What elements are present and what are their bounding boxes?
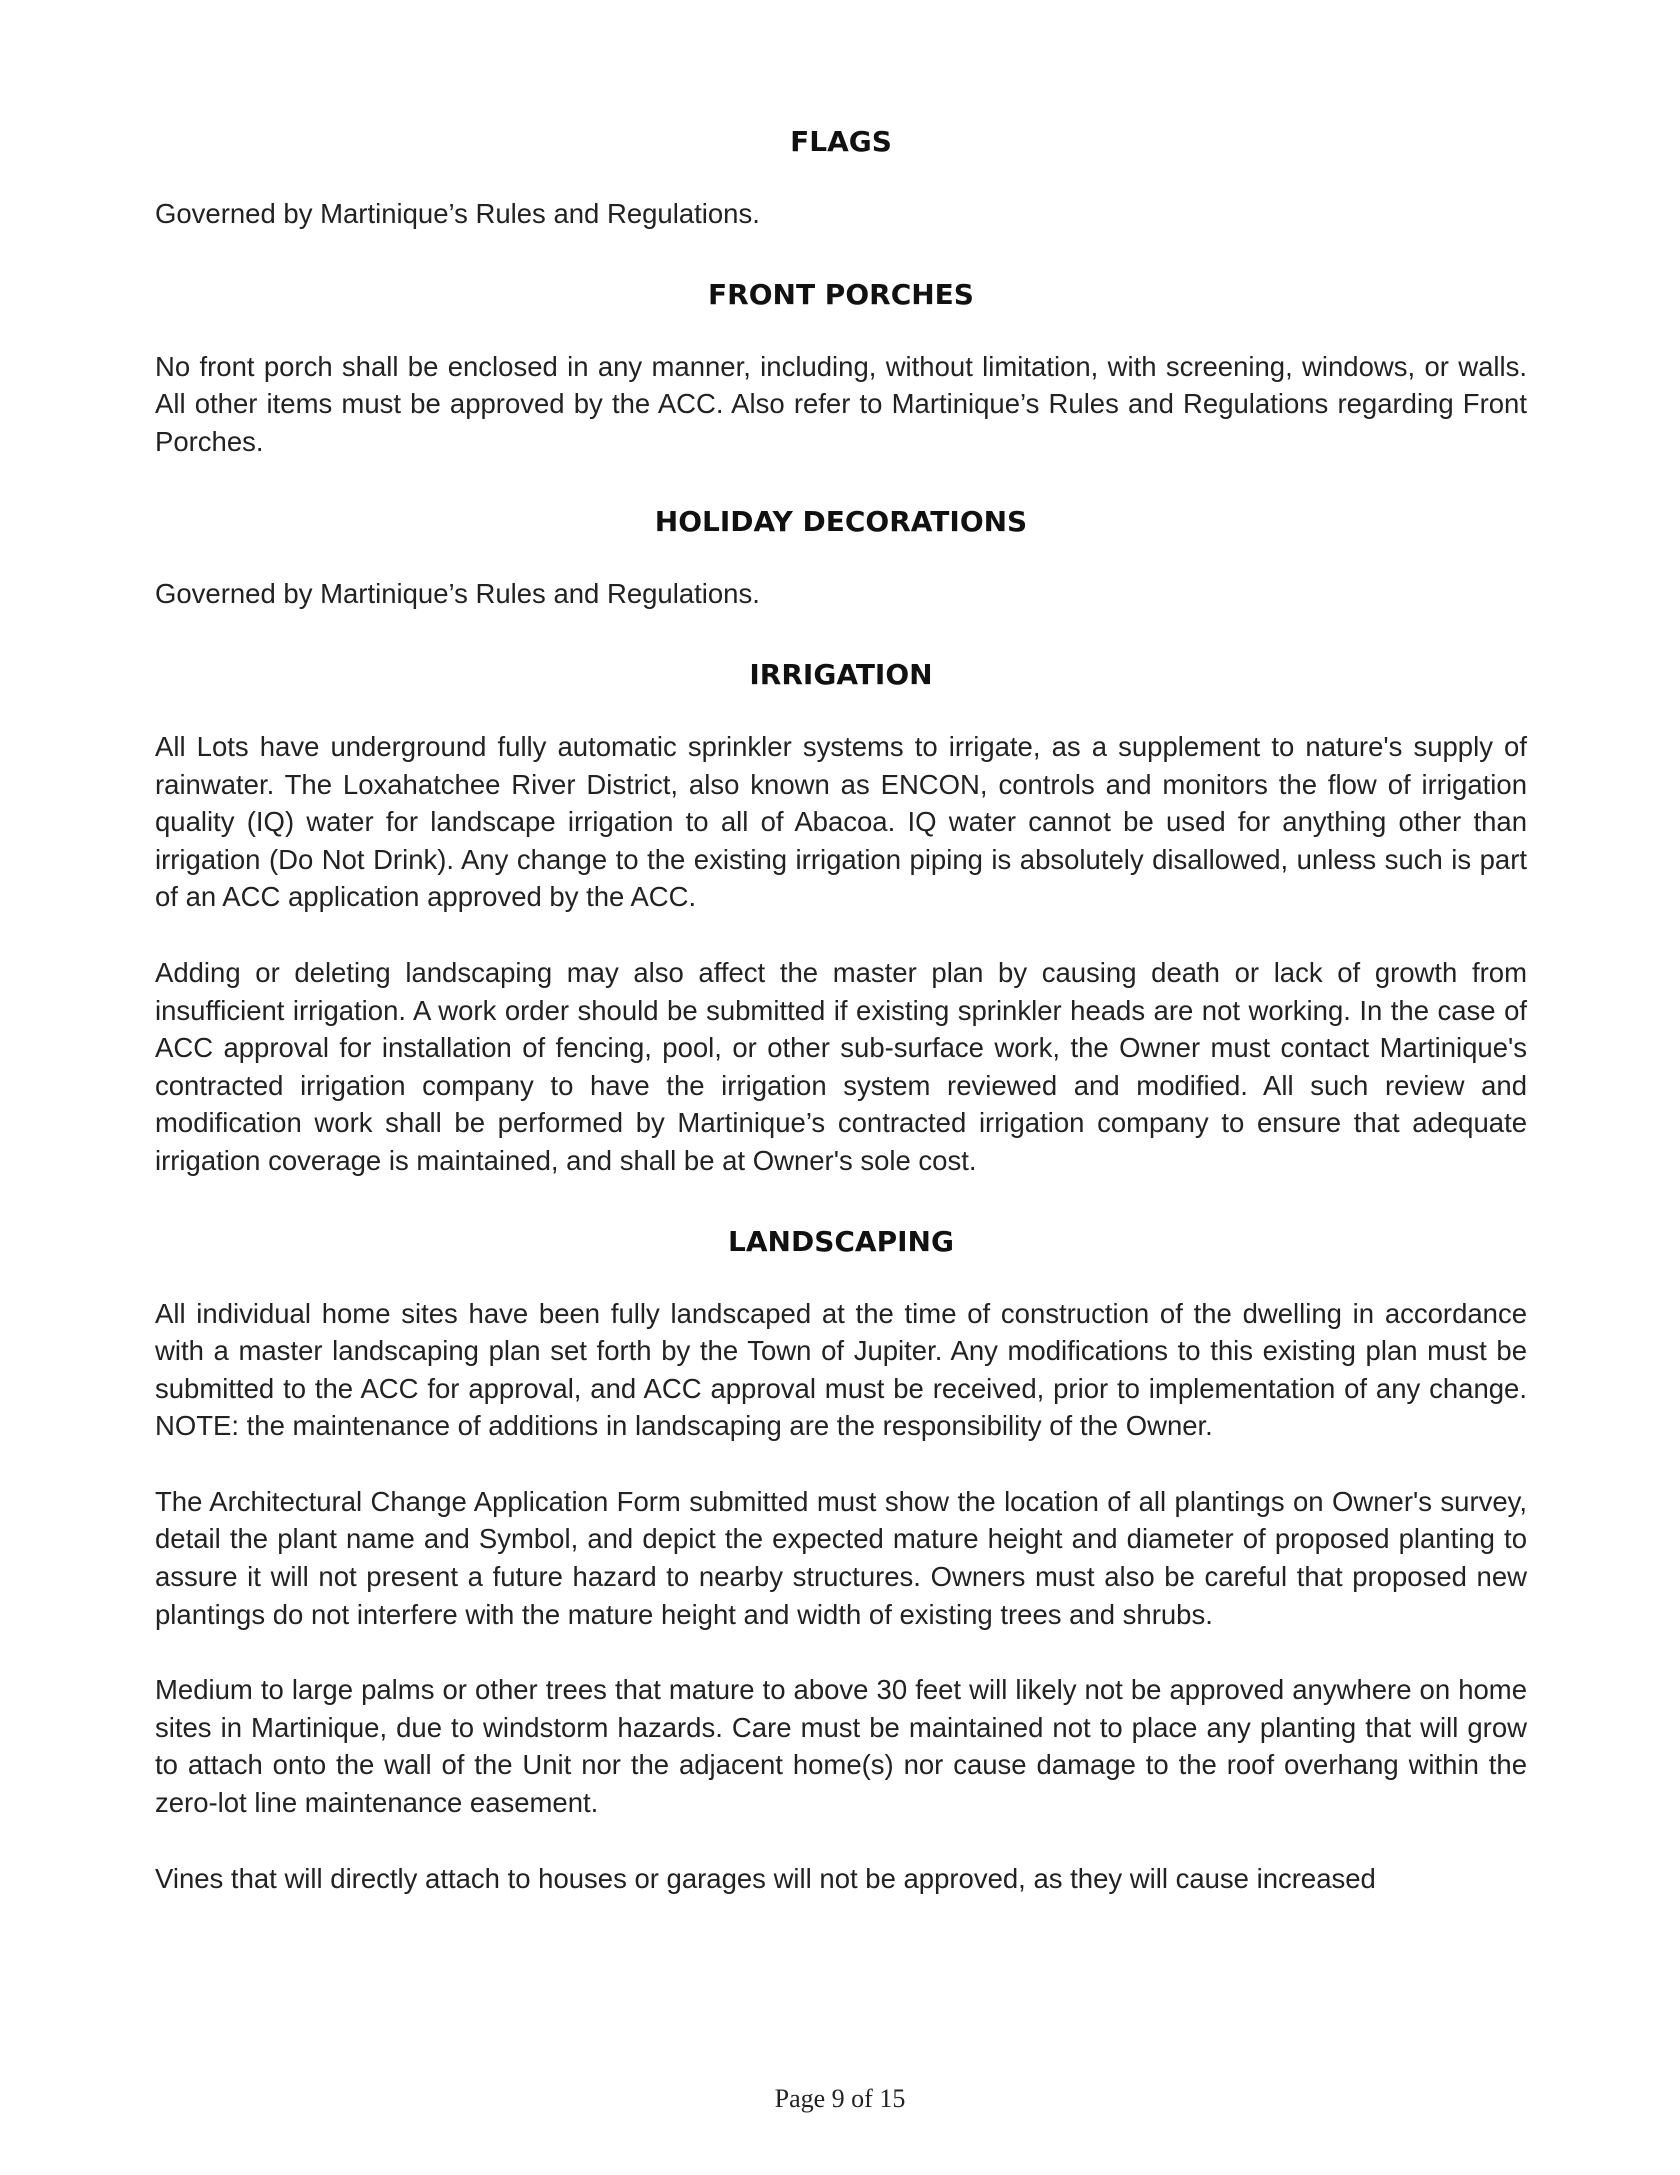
paragraph: All individual home sites have been fully landscaped at the time of construction of the dwelling in accordance with a master landscaping plan set forth by the Town of Jupiter. Any modifications to this existing plan must be submitted to the ACC for approval, and ACC approval must be received, prior to implementation of any change. NOTE: the maintenance of additions in landscaping are the responsibility of the Owner. bbox=[155, 1297, 1527, 1442]
paragraph: All Lots have underground fully automatic sprinkler systems to irrigate, as a supplement to nature's supply of rainwater. The Loxahatchee River District, also known as ENCON, controls and monitors the flow of irrigation quality (IQ) water for landscape irrigation to all of Abacoa. IQ water cannot be used for anything other than irrigation (Do Not Drink). Any change to the existing irrigation piping is absolutely disallowed, unless such is part of an ACC application approved by the ACC. bbox=[155, 730, 1527, 913]
paragraph: Adding or deleting landscaping may also affect the master plan by causing death or lack of growth from insufficient irrigation. A work order should be submitted if existing sprinkler heads are not working. In the case of ACC approval for installation of fencing, pool, or other sub-surface work, the Owner must contact Martinique's contracted irrigation company to have the irrigation system reviewed and modified. All such review and modification work shall be performed by Martinique’s contracted irrigation company to ensure that adequate irrigation coverage is maintained, and shall be at Owner's sole cost. bbox=[155, 956, 1527, 1176]
section-title: LANDSCAPING bbox=[728, 1224, 954, 1258]
section-flags bbox=[155, 118, 1527, 271]
section-irrigation bbox=[155, 651, 1527, 1218]
section-holiday-decorations bbox=[155, 498, 1527, 651]
document-page bbox=[155, 118, 1527, 1897]
paragraph: Medium to large palms or other trees that mature to above 30 feet will likely not be approved anywhere on home sites in Martinique, due to windstorm hazards. Care must be maintained not to place any planting that will grow to attach onto the wall of the Unit nor the adjacent home(s) nor cause damage to the roof overhang within the zero-lot line maintenance easement. bbox=[155, 1674, 1527, 1819]
paragraph: No front porch shall be enclosed in any manner, including, without limitation, with screening, windows, or walls. All other items must be approved by the ACC. Also refer to Martinique’s Rules and Regulations regarding Front Porches. bbox=[155, 350, 1527, 457]
section-title: FRONT PORCHES bbox=[708, 277, 974, 311]
paragraph: Governed by Martinique’s Rules and Regulations. bbox=[155, 578, 760, 610]
page-number-footer: Page 9 of 15 bbox=[774, 2084, 906, 2113]
paragraph: Vines that will directly attach to houses or garages will not be approved, as they will cause increased bbox=[155, 1862, 1376, 1894]
section-title: IRRIGATION bbox=[749, 657, 933, 691]
section-landscaping bbox=[155, 1218, 1527, 1898]
paragraph: The Architectural Change Application Form submitted must show the location of all plantings on Owner's survey, detail the plant name and Symbol, and depict the expected mature height and diameter of proposed planting to assure it will not present a future hazard to nearby structures. Owners must also be careful that proposed new plantings do not interfere with the mature height and width of existing trees and shrubs. bbox=[155, 1485, 1527, 1630]
section-title: HOLIDAY DECORATIONS bbox=[654, 505, 1028, 539]
paragraph: Governed by Martinique’s Rules and Regulations. bbox=[155, 198, 760, 229]
section-front-porches bbox=[155, 271, 1527, 499]
section-title: FLAGS bbox=[790, 125, 892, 158]
